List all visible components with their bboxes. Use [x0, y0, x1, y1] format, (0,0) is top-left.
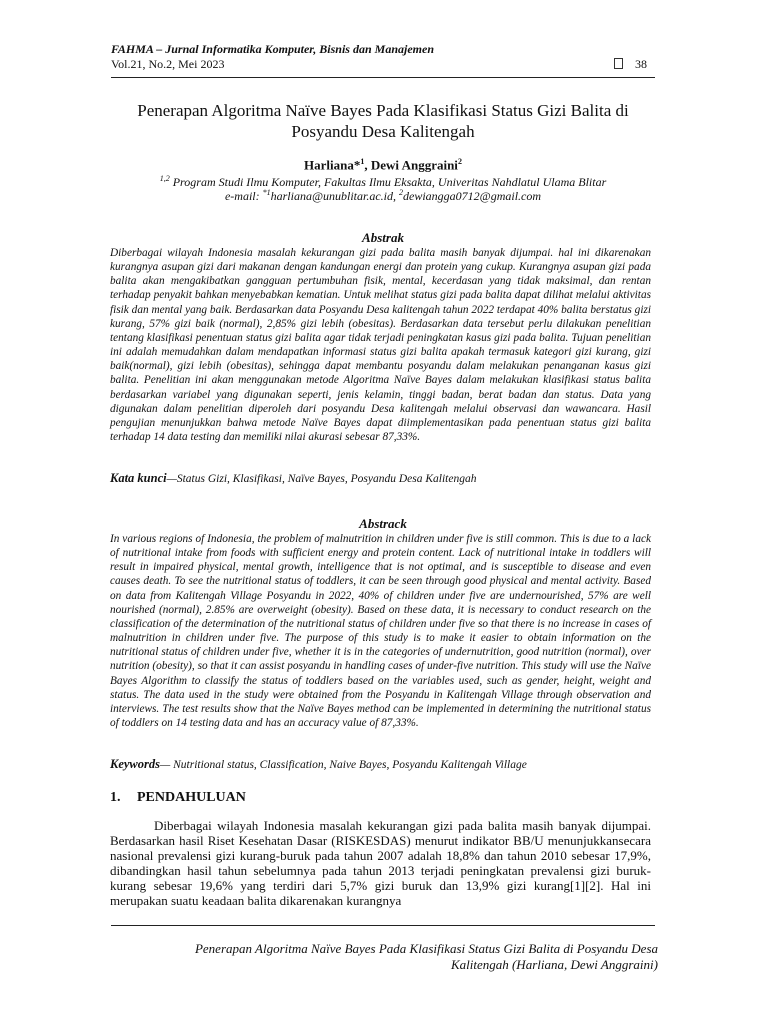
author-list — [111, 154, 655, 173]
running-footer — [111, 941, 658, 973]
email-line — [111, 186, 655, 203]
affiliation-superscript: 1,2 — [159, 174, 170, 183]
abstract-en-body: In various regions of Indonesia, the problem of malnutrition in children under five is still common. This is due to a lack of nutritional intake from foods with sufficient energy and protein content. Lack of nutritional intake in toddlers will result in impaired physical, mental growth, intelligence that is not optimal, and is susceptible to disease and even causes death. To see the nutritional status of toddlers, it can be seen through good physical and mental activity. Based on data from Kalitengah Village Posyandu in 2022, 40% of children under five are undernourished, 57% are well nourished (normal), 2.85% are overweight (obesity). Based on these data, it is necessary to conduct research on the classification of the determination of the nutritional status of children under five so that there is no increase in cases of malnutrition in children under five. The purpose of this study is to make it easier to obtain information on the nutritional status of children under five, whether it is in the categories of undernutrition, good nutrition (normal), over nutrition (obesity), so that it can assist posyandu in handling cases of under-five nutrition. This study will use the Naïve Bayes Algorithm to classify the status of toddlers based on the variables used, such as gender, height, weight and status. The data used in the study were obtained from the Posyandu in Kalitengah Village through observation and interviews. The test results show that the Naïve Bayes method can be implemented in determining the nutritional status of toddlers on 14 testing data and has an accuracy value of 87,33%. — [110, 533, 651, 730]
email-prefix: e-mail: — [224, 189, 263, 203]
footer-line: Penerapan Algoritma Naïve Bayes Pada Klasifikasi Status Gizi Balita di Posyandu Desa — [194, 941, 658, 956]
author-name: Harliana* — [304, 157, 361, 173]
header-divider — [111, 77, 655, 78]
author-superscript: 2 — [457, 157, 462, 166]
section-heading — [110, 789, 246, 806]
affiliation-text: Program Studi Ilmu Komputer, Fakultas Ilmu Eksakta, Univeritas Nahdlatul Ulama Blitar — [169, 175, 607, 189]
email-address: harliana@unublitar.ac.id, — [270, 189, 399, 203]
keywords-id-label: Kata kunci — [110, 471, 167, 485]
page-icon — [614, 58, 623, 69]
footer-line: Kalitengah (Harliana, Dewi Anggraini) — [450, 957, 658, 972]
author-superscript: 1 — [360, 157, 365, 166]
email-superscript: *1 — [262, 188, 271, 197]
page-number: 38 — [635, 57, 647, 71]
author-name: Dewi Anggraini — [370, 157, 458, 173]
keywords-id — [110, 471, 655, 487]
keywords-en-text: — Nutritional status, Classification, Naive Bayes, Posyandu Kalitengah Village — [160, 759, 527, 771]
journal-volume: Vol.21, No.2, Mei 2023 — [111, 57, 225, 71]
section-number: 1. — [110, 790, 121, 805]
keywords-id-text: —Status Gizi, Klasifikasi, Naïve Bayes, Posyandu Desa Kalitengah — [166, 473, 477, 485]
abstract-id-heading: Abstrak — [362, 230, 404, 245]
journal-name: FAHMA – Jurnal Informatika Komputer, Bisnis dan Manajemen — [111, 42, 434, 56]
keywords-en — [110, 757, 655, 773]
running-header — [111, 42, 655, 71]
abstract-en-heading: Abstrack — [359, 516, 407, 531]
abstract-id-body: Diberbagai wilayah Indonesia masalah kekurangan gizi pada balita masih banyak dijumpai. hal ini dikarenakan kurangnya asupan gizi dari makanan dengan kandungan energi dan protein yang cukup. Kurangnya asupan gizi pada balita akan mengakibatkan gangguan pertumbuhan fisik, mental, kecerdasan yang tidak maksimal, dan rentan terhadap penyakit bahkan menyebabkan kematian. Untuk melihat status gizi pada balita dapat dilihat melalui aktivitas fisik dan mental yang baik. Berdasarkan data Posyandu Desa kalitengah tahun 2022 terdapat 40% balita berstatus gizi kurang, 57% gizi baik (normal), 2,85% gizi lebih (obesitas). Berdasarkan data tersebut perlu dilakukan penelitian tentang klasifikasi penentuan status gizi balita agar tidak terjadi peningkatan kasus gizi pada balita. Tujuan penelitian ini adalah memudahkan dalam mendapatkan informasi status gizi balita apakah termasuk kategori gizi kurang, gizi baik(normal), gizi lebih (obesitas), sehingga dapat membantu posyandu dalam melakukan penanganan kasus gizi balita. Penelitian ini akan menggunakan metode Algoritma Naïve Bayes dalam melakukan klasifikasi status balita berdasarkan variabel yang digunakan seperti, jenis kelamin, tinggi badan, berat badan dan status. Data yang digunakan dalam penelitian diperoleh dari posyandu Desa kalitengah melalui observasi dan wawancara. Hasil pengujian menunjukkan bahwa metode Naïve Bayes dapat diimplementasikan pada penentuan status gizi balita terhadap 14 data testing dan memiliki nilai akurasi sebesar 87,33%. — [110, 247, 651, 444]
author-separator: , — [364, 157, 371, 173]
email-address: dewiangga0712@gmail.com — [403, 189, 542, 203]
email-superscript: 2 — [399, 188, 403, 197]
section-title: PENDAHULUAN — [137, 790, 246, 805]
keywords-en-label: Keywords — [110, 757, 160, 771]
body-paragraph: Diberbagai wilayah Indonesia masalah kekurangan gizi pada balita masih banyak dijumpai. Berdasarkan hasil Riset Kesehatan Dasar (RISKESDAS) menurut indikator BB/U menunjukkansecara nasional prevalensi gizi kurang-buruk pada tahun 2007 adalah 18,8% dan tahun 2010 sebesar 17,9%, dibandingkan hasil tahun sebelumnya pada tahun 2013 terjadi peningkatan prevalensi gizi buruk-kurang sebesar 19,6% yang terdiri dari 5,7% gizi buruk dan 13,9% gizi kurang[1][2]. Hal ini merupakan suatu keadaan balita dikarenakan kurangnya — [110, 818, 651, 908]
paper-title: Penerapan Algoritma Naïve Bayes Pada Klasifikasi Status Gizi Balita di Posyandu Desa Kalitengah — [137, 101, 629, 141]
footer-divider — [111, 925, 655, 926]
